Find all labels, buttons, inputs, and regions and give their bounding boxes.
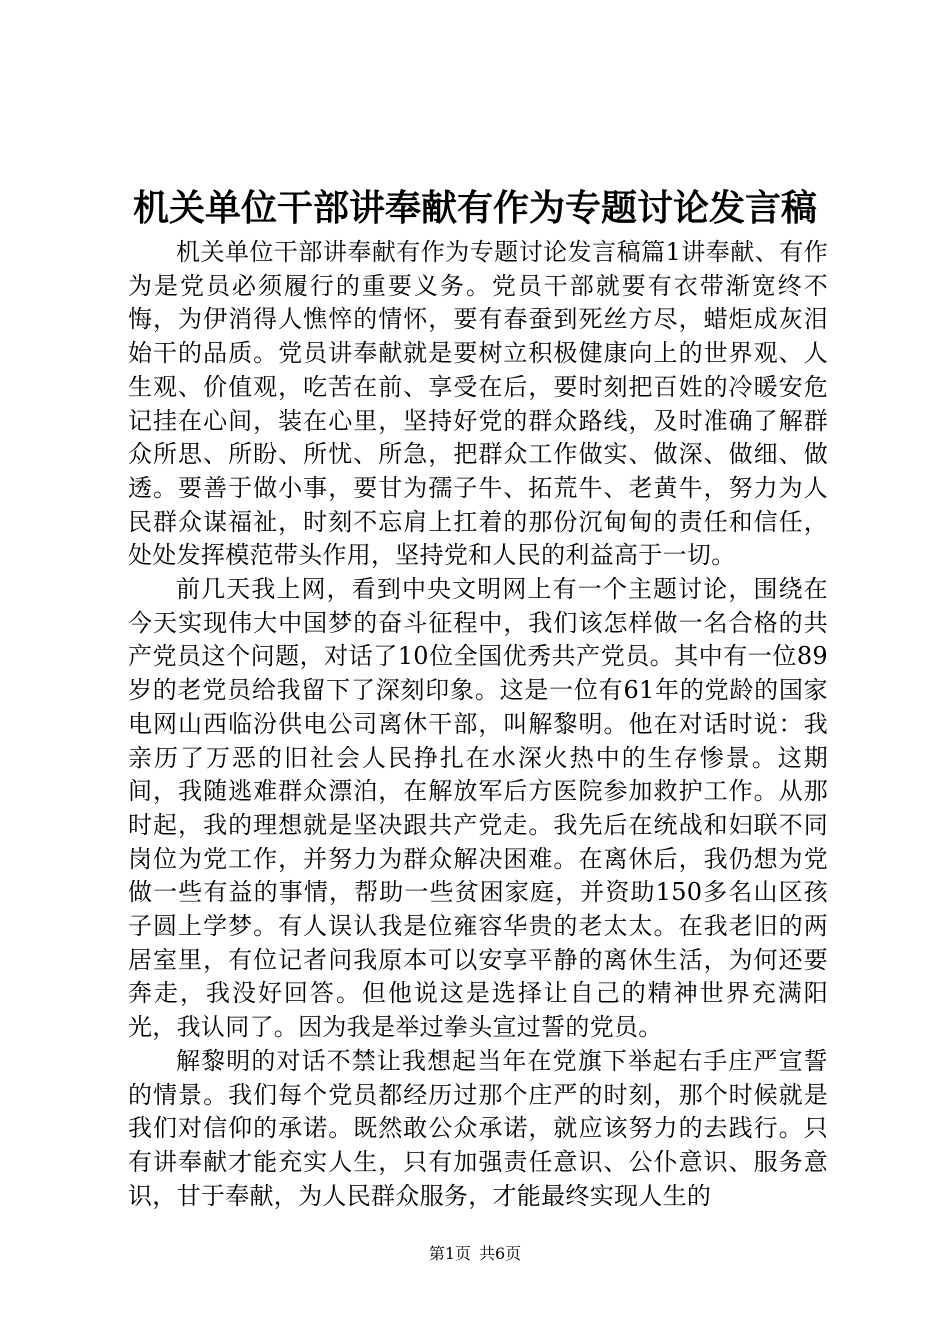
paragraph-3: 解黎明的对话不禁让我想起当年在党旗下举起右手庄严宣誓的情景。我们每个党员都经历过那个庄严的时刻，那个时候就是我们对信仰的承诺。既然敢公众承诺，就应该努力的去践行。只有讲奉献才能充实人生，只有加强责任意识、公仆意识、服务意识，甘于奉献，为人民群众服务，才能最终实现人生的 xyxy=(128,1046,828,1210)
page-footer xyxy=(0,1244,950,1264)
paragraph-1: 机关单位干部讲奉献有作为专题讨论发言稿篇1讲奉献、有作为是党员必须履行的重要义务。党员干部就要有衣带渐宽终不悔，为伊消得人憔悴的情怀，要有春蚕到死丝方尽，蜡炬成灰泪始干的品质。党员讲奉献就是要树立积极健康向上的世界观、人生观、价值观，吃苦在前、享受在后，要时刻把百姓的冷暖安危记挂在心间，装在心里，坚持好党的群众路线，及时准确了解群众所思、所盼、所忧、所急，把群众工作做实、做深、做细、做透。要善于做小事，要甘为孺子牛、拓荒牛、老黄牛，努力为人民群众谋福祉，时刻不忘肩上扛着的那份沉甸甸的责任和信任，处处发挥模范带头作用，坚持党和人民的利益高于一切。 xyxy=(128,238,828,570)
document-body xyxy=(128,236,828,1213)
page-number: 第1页 xyxy=(428,1244,471,1263)
paragraph-2: 前几天我上网，看到中央文明网上有一个主题讨论，围绕在今天实现伟大中国梦的奋斗征程中，我们该怎样做一名合格的共产党员这个问题，对话了10位全国优秀共产党员。其中有一位89岁的老党员给我留下了深刻印象。这是一位有61年的党龄的国家电网山西临汾供电公司离休干部，叫解黎明。他在对话时说：我亲历了万恶的旧社会人民挣扎在水深火热中的生存惨景。这期间，我随逃难群众漂泊，在解放军后方医院参加救护工作。从那时起，我的理想就是坚决跟共产党走。我先后在统战和妇联不同岗位为党工作，并努力为群众解决困难。在离休后，我仍想为党做一些有益的事情，帮助一些贫困家庭，并资助150多名山区孩子圆上学梦。有人误认我是位雍容华贵的老太太。在我老旧的两居室里，有位记者问我原本可以安享平静的离休生活，为何还要奔走，我没好回答。但他说这是选择让自己的精神世界充满阳光，我认同了。因为我是举过拳头宣过誓的党员。 xyxy=(128,575,828,1042)
document-title: 机关单位干部讲奉献有作为专题讨论发言稿 xyxy=(132,188,817,229)
page-total: 共6页 xyxy=(479,1244,522,1263)
